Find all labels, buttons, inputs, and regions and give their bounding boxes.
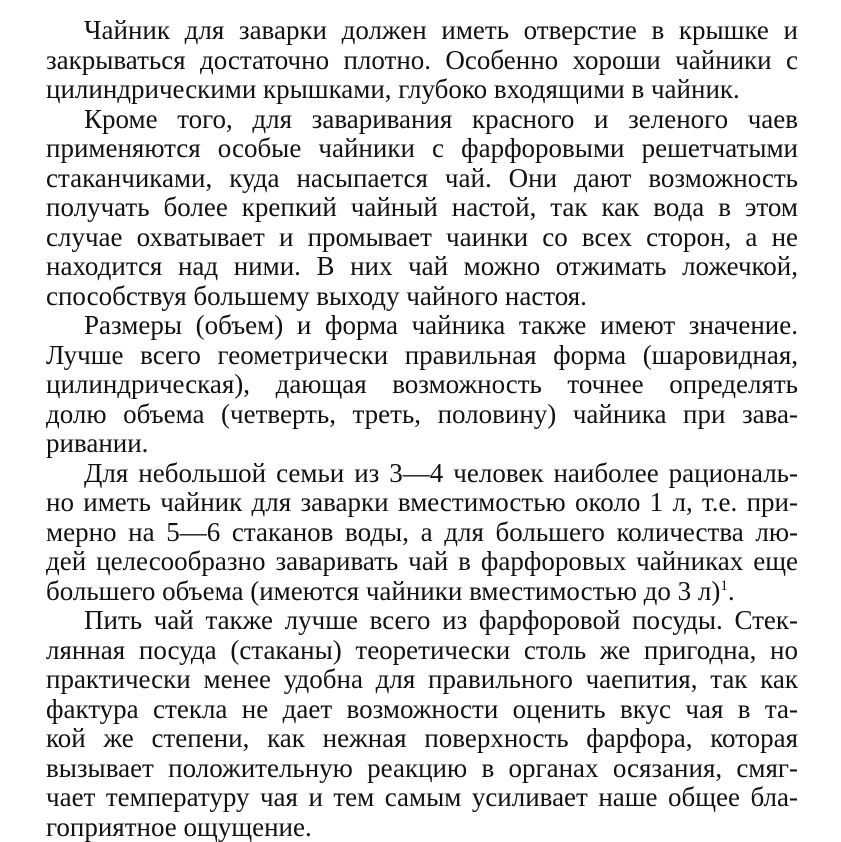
text-line: Чайник для заварки должен иметь отверстие в крышке и (46, 16, 798, 46)
text-line: Лучше всего геометрически правильная форма (шаровидная, (46, 341, 798, 371)
text-line: ривании. (46, 429, 798, 459)
text-line: гоприятное ощущение. (46, 813, 798, 842)
text-segment: большего объема (имеются чайники вместимостью до 3 л) (46, 576, 720, 606)
text-line: лянная посуда (стаканы) теоретически столь же пригодна, но (46, 636, 798, 666)
text-line: стаканчиками, куда насыпается чай. Они дают возможность (46, 164, 798, 194)
text-line: вызывает положительную реакцию в органах осязания, смяг- (46, 754, 798, 784)
paragraph-3 (46, 311, 798, 459)
text-line: Кроме того, для заваривания красного и зеленого чаев (46, 105, 798, 135)
text-line: чает температуру чая и тем самым усиливает наше общее бла- (46, 783, 798, 813)
text-line: кой же степени, как нежная поверхность фарфора, которая (46, 724, 798, 754)
text-line: мерно на 5—6 стаканов воды, а для большего количества лю- (46, 518, 798, 548)
text-line: дей целесообразно заваривать чай в фарфоровых чайниках еще (46, 547, 798, 577)
text-line: но иметь чайник для заварки вместимостью около 1 л, т.е. при- (46, 488, 798, 518)
text-line: Для небольшой семьи из 3—4 человек наиболее рациональ- (46, 459, 798, 489)
footnote-mark: 1 (720, 578, 728, 594)
text-line-with-footnote (46, 577, 798, 607)
text-line: способствуя большему выходу чайного настоя. (46, 282, 798, 312)
text-line: практически менее удобна для правильного чаепития, так как (46, 665, 798, 695)
document-page (46, 16, 798, 842)
text-segment: . (728, 576, 735, 606)
text-line: случае охватывает и промывает чаинки со всех сторон, а не (46, 223, 798, 253)
paragraph-1 (46, 16, 798, 105)
paragraph-4 (46, 459, 798, 607)
paragraph-2 (46, 105, 798, 312)
text-line: закрываться достаточно плотно. Особенно хороши чайники с (46, 46, 798, 76)
text-line: цилиндрическими крышками, глубоко входящими в чайник. (46, 75, 798, 105)
paragraph-5 (46, 606, 798, 842)
text-line: фактура стекла не дает возможности оценить вкус чая в та- (46, 695, 798, 725)
text-line: применяются особые чайники с фарфоровыми решетчатыми (46, 134, 798, 164)
text-line: цилиндрическая), дающая возможность точнее определять (46, 370, 798, 400)
text-line: находится над ними. В них чай можно отжимать ложечкой, (46, 252, 798, 282)
text-line: получать более крепкий чайный настой, так как вода в этом (46, 193, 798, 223)
text-line: Пить чай также лучше всего из фарфоровой посуды. Стек- (46, 606, 798, 636)
text-line: долю объема (четверть, треть, половину) чайника при зава- (46, 400, 798, 430)
text-line: Размеры (объем) и форма чайника также имеют значение. (46, 311, 798, 341)
